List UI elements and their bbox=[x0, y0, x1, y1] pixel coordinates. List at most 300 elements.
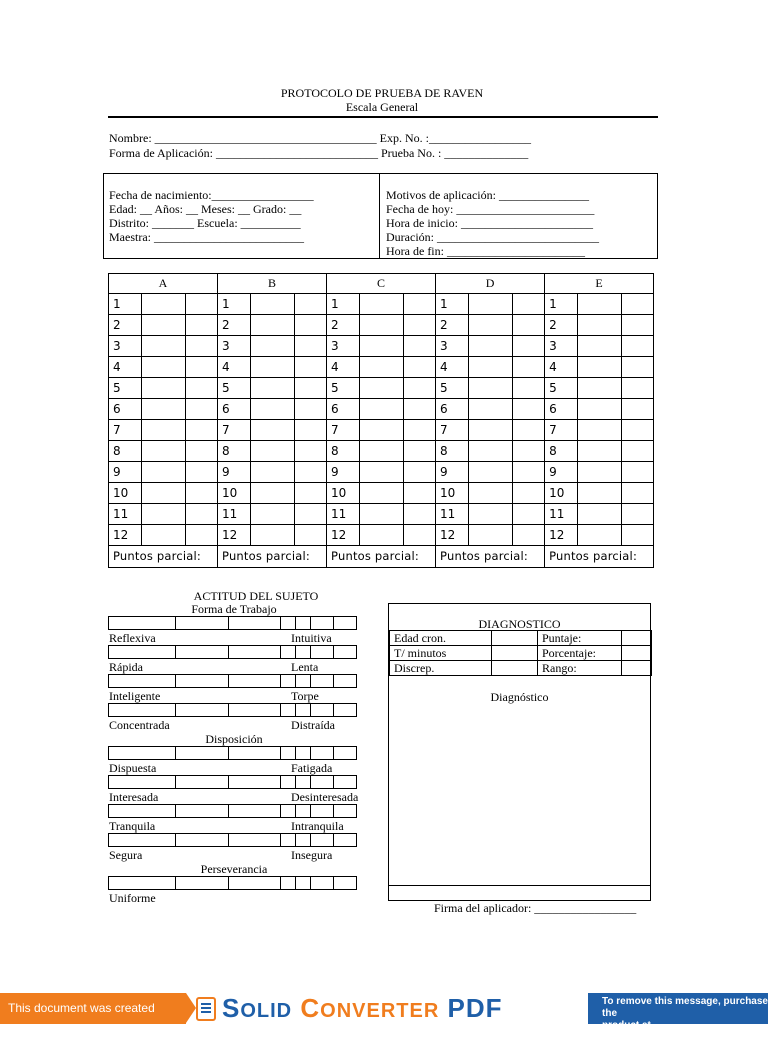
score-cell[interactable] bbox=[404, 378, 436, 399]
rating-cell[interactable] bbox=[295, 804, 311, 818]
answer-cell[interactable] bbox=[251, 378, 295, 399]
rating-cell[interactable] bbox=[228, 833, 281, 847]
score-cell[interactable] bbox=[513, 336, 545, 357]
item-number: 9 bbox=[327, 462, 360, 483]
answer-cell[interactable] bbox=[469, 483, 513, 504]
answer-cell[interactable] bbox=[578, 441, 622, 462]
diagnostic-right-value[interactable] bbox=[622, 661, 652, 676]
score-cell[interactable] bbox=[404, 483, 436, 504]
rating-cell[interactable] bbox=[175, 746, 229, 760]
answer-cell[interactable] bbox=[578, 462, 622, 483]
answer-cell[interactable] bbox=[578, 336, 622, 357]
rating-scale bbox=[108, 703, 360, 717]
item-number: 1 bbox=[218, 294, 251, 315]
score-cell[interactable] bbox=[513, 378, 545, 399]
score-cell[interactable] bbox=[295, 462, 327, 483]
trait-right-label: Fatigada bbox=[291, 761, 333, 775]
teacher-field[interactable]: Maestra: _________________________ bbox=[109, 230, 304, 244]
trait-right-label: Lenta bbox=[291, 660, 319, 674]
series-header: E bbox=[545, 274, 654, 294]
item-number: 8 bbox=[218, 441, 251, 462]
score-cell[interactable] bbox=[622, 357, 654, 378]
answer-cell[interactable] bbox=[251, 462, 295, 483]
answer-cell[interactable] bbox=[469, 441, 513, 462]
score-cell[interactable] bbox=[404, 525, 436, 546]
score-cell[interactable] bbox=[295, 294, 327, 315]
rating-cell[interactable] bbox=[280, 804, 296, 818]
trait-right-label: Intuitiva bbox=[291, 631, 332, 645]
signature-line[interactable]: Firma del aplicador: _________________ bbox=[434, 901, 637, 915]
answer-cell[interactable] bbox=[251, 504, 295, 525]
answer-cell[interactable] bbox=[469, 336, 513, 357]
answer-cell[interactable] bbox=[251, 336, 295, 357]
score-cell[interactable] bbox=[404, 315, 436, 336]
trait-right-label: Distraída bbox=[291, 718, 335, 732]
rating-scale bbox=[108, 616, 360, 630]
series-header: D bbox=[436, 274, 545, 294]
section-heading: Disposición bbox=[205, 732, 263, 746]
trait-right-label: Intranquila bbox=[291, 819, 344, 833]
score-cell[interactable] bbox=[295, 525, 327, 546]
diagnostic-row bbox=[390, 631, 652, 646]
rating-cell[interactable] bbox=[228, 775, 281, 789]
rating-cell[interactable] bbox=[228, 674, 281, 688]
today-date-field[interactable]: Fecha de hoy: _______________________ bbox=[386, 202, 595, 216]
rating-cell[interactable] bbox=[108, 645, 176, 659]
rating-cell[interactable] bbox=[108, 674, 176, 688]
answer-cell[interactable] bbox=[142, 420, 186, 441]
rating-cell[interactable] bbox=[310, 645, 334, 659]
rating-cell[interactable] bbox=[310, 804, 334, 818]
answer-cell[interactable] bbox=[360, 315, 404, 336]
item-number: 11 bbox=[218, 504, 251, 525]
end-time-field[interactable]: Hora de fin: _______________________ bbox=[386, 244, 585, 258]
trait-left-label: Concentrada bbox=[109, 718, 170, 732]
answer-cell[interactable] bbox=[251, 441, 295, 462]
application-line[interactable]: Forma de Aplicación: ___________________________ Prueba No. : ______________ bbox=[109, 146, 529, 160]
score-cell[interactable] bbox=[404, 336, 436, 357]
score-cell[interactable] bbox=[622, 399, 654, 420]
answer-cell[interactable] bbox=[469, 378, 513, 399]
score-cell[interactable] bbox=[622, 462, 654, 483]
rating-cell[interactable] bbox=[108, 616, 176, 630]
trait-right-label: Insegura bbox=[291, 848, 333, 862]
item-number: 7 bbox=[109, 420, 142, 441]
rating-cell[interactable] bbox=[310, 616, 334, 630]
item-number: 11 bbox=[109, 504, 142, 525]
rating-cell[interactable] bbox=[108, 833, 176, 847]
rating-cell[interactable] bbox=[175, 703, 229, 717]
answer-cell[interactable] bbox=[360, 441, 404, 462]
diagnostic-right-value[interactable] bbox=[622, 631, 652, 646]
score-cell[interactable] bbox=[513, 525, 545, 546]
answer-cell[interactable] bbox=[360, 357, 404, 378]
answer-cell[interactable] bbox=[578, 420, 622, 441]
item-number: 3 bbox=[327, 336, 360, 357]
score-cell[interactable] bbox=[622, 441, 654, 462]
rating-scale bbox=[108, 645, 360, 659]
logo-converter: CONVERTER bbox=[300, 993, 440, 1023]
score-cell[interactable] bbox=[622, 483, 654, 504]
series-header: A bbox=[109, 274, 218, 294]
item-number: 4 bbox=[436, 357, 469, 378]
rating-cell[interactable] bbox=[295, 616, 311, 630]
score-cell[interactable] bbox=[622, 315, 654, 336]
converter-logo bbox=[222, 993, 503, 1027]
logo-solid: SOLID bbox=[222, 993, 293, 1023]
rating-cell[interactable] bbox=[228, 876, 281, 890]
grid-row bbox=[109, 294, 654, 315]
score-cell[interactable] bbox=[513, 294, 545, 315]
rating-cell[interactable] bbox=[280, 674, 296, 688]
item-number: 3 bbox=[218, 336, 251, 357]
score-cell[interactable] bbox=[186, 336, 218, 357]
rating-cell[interactable] bbox=[280, 645, 296, 659]
item-number: 8 bbox=[545, 441, 578, 462]
score-cell[interactable] bbox=[513, 483, 545, 504]
item-number: 5 bbox=[327, 378, 360, 399]
score-cell[interactable] bbox=[404, 294, 436, 315]
item-number: 3 bbox=[436, 336, 469, 357]
raven-score-grid bbox=[108, 273, 654, 568]
item-number: 9 bbox=[436, 462, 469, 483]
score-cell[interactable] bbox=[404, 357, 436, 378]
answer-cell[interactable] bbox=[360, 420, 404, 441]
diagnostic-left-value[interactable] bbox=[492, 661, 538, 676]
score-cell[interactable] bbox=[186, 525, 218, 546]
answer-cell[interactable] bbox=[360, 294, 404, 315]
rating-cell[interactable] bbox=[280, 616, 296, 630]
answer-cell[interactable] bbox=[578, 357, 622, 378]
answer-cell[interactable] bbox=[142, 462, 186, 483]
item-number: 6 bbox=[327, 399, 360, 420]
form-title: PROTOCOLO DE PRUEBA DE RAVEN bbox=[280, 86, 484, 100]
answer-cell[interactable] bbox=[578, 378, 622, 399]
item-number: 8 bbox=[109, 441, 142, 462]
rating-cell[interactable] bbox=[333, 645, 357, 659]
score-cell[interactable] bbox=[622, 420, 654, 441]
answer-cell[interactable] bbox=[360, 504, 404, 525]
item-number: 11 bbox=[436, 504, 469, 525]
rating-cell[interactable] bbox=[175, 876, 229, 890]
score-cell[interactable] bbox=[404, 399, 436, 420]
grid-row bbox=[109, 525, 654, 546]
item-number: 1 bbox=[109, 294, 142, 315]
answer-cell[interactable] bbox=[360, 462, 404, 483]
score-cell[interactable] bbox=[513, 504, 545, 525]
item-number: 6 bbox=[436, 399, 469, 420]
rating-cell[interactable] bbox=[295, 746, 311, 760]
answer-cell[interactable] bbox=[142, 336, 186, 357]
rating-cell[interactable] bbox=[295, 775, 311, 789]
banner-right-line2: product at www.SolidDocuments.com bbox=[602, 1020, 730, 1043]
section-heading: Forma de Trabajo bbox=[191, 602, 277, 616]
diagnostic-left-label: Edad cron. bbox=[390, 631, 492, 646]
answer-cell[interactable] bbox=[360, 378, 404, 399]
answer-cell[interactable] bbox=[360, 399, 404, 420]
rating-cell[interactable] bbox=[228, 645, 281, 659]
grid-row bbox=[109, 336, 654, 357]
diagnosis-label: Diagnóstico bbox=[490, 690, 549, 704]
score-cell[interactable] bbox=[404, 504, 436, 525]
rating-cell[interactable] bbox=[108, 804, 176, 818]
item-number: 4 bbox=[327, 357, 360, 378]
rating-cell[interactable] bbox=[310, 775, 334, 789]
rating-cell[interactable] bbox=[310, 876, 334, 890]
rating-cell[interactable] bbox=[295, 703, 311, 717]
rating-cell[interactable] bbox=[310, 746, 334, 760]
score-cell[interactable] bbox=[295, 357, 327, 378]
score-cell[interactable] bbox=[186, 504, 218, 525]
diagnostic-bottom-rule bbox=[388, 885, 651, 886]
answer-cell[interactable] bbox=[142, 378, 186, 399]
item-number: 6 bbox=[545, 399, 578, 420]
item-number: 5 bbox=[436, 378, 469, 399]
trait-left-label: Inteligente bbox=[109, 689, 161, 703]
score-cell[interactable] bbox=[295, 315, 327, 336]
score-cell[interactable] bbox=[295, 441, 327, 462]
partial-score-cell[interactable]: Puntos parcial: bbox=[545, 546, 654, 568]
banner-left-text: This document was created using bbox=[0, 993, 186, 1024]
answer-cell[interactable] bbox=[360, 336, 404, 357]
trait-right-label: Desinteresada bbox=[291, 790, 359, 804]
answer-cell[interactable] bbox=[251, 525, 295, 546]
attitude-title: ACTITUD DEL SUJETO bbox=[193, 589, 319, 603]
answer-cell[interactable] bbox=[142, 441, 186, 462]
rating-cell[interactable] bbox=[175, 775, 229, 789]
diagnostic-left-value[interactable] bbox=[492, 646, 538, 661]
item-number: 9 bbox=[545, 462, 578, 483]
answer-cell[interactable] bbox=[469, 420, 513, 441]
answer-cell[interactable] bbox=[142, 525, 186, 546]
district-field[interactable]: Distrito: _______ Escuela: __________ bbox=[109, 216, 301, 230]
item-number: 7 bbox=[436, 420, 469, 441]
trait-right-label: Torpe bbox=[291, 689, 319, 703]
rating-cell[interactable] bbox=[333, 876, 357, 890]
answer-cell[interactable] bbox=[469, 357, 513, 378]
answer-cell[interactable] bbox=[578, 294, 622, 315]
answer-cell[interactable] bbox=[251, 399, 295, 420]
rating-cell[interactable] bbox=[175, 833, 229, 847]
age-field[interactable]: Edad: __ Años: __ Meses: __ Grado: __ bbox=[109, 202, 302, 216]
duration-field[interactable]: Duración: ___________________________ bbox=[386, 230, 599, 244]
rating-cell[interactable] bbox=[175, 645, 229, 659]
rating-cell[interactable] bbox=[295, 876, 311, 890]
rating-cell[interactable] bbox=[295, 833, 311, 847]
item-number: 11 bbox=[545, 504, 578, 525]
answer-cell[interactable] bbox=[251, 294, 295, 315]
rating-cell[interactable] bbox=[228, 703, 281, 717]
rating-scale bbox=[108, 833, 360, 847]
score-cell[interactable] bbox=[513, 441, 545, 462]
score-cell[interactable] bbox=[622, 504, 654, 525]
rating-cell[interactable] bbox=[310, 833, 334, 847]
reasons-field[interactable]: Motivos de aplicación: _______________ bbox=[386, 188, 589, 202]
score-cell[interactable] bbox=[295, 336, 327, 357]
rating-cell[interactable] bbox=[108, 703, 176, 717]
answer-cell[interactable] bbox=[251, 483, 295, 504]
trait-left-label: Segura bbox=[109, 848, 143, 862]
answer-cell[interactable] bbox=[142, 483, 186, 504]
grid-row bbox=[109, 483, 654, 504]
answer-cell[interactable] bbox=[469, 504, 513, 525]
answer-cell[interactable] bbox=[142, 315, 186, 336]
answer-cell[interactable] bbox=[469, 525, 513, 546]
partial-score-cell[interactable]: Puntos parcial: bbox=[436, 546, 545, 568]
answer-cell[interactable] bbox=[251, 315, 295, 336]
answer-cell[interactable] bbox=[469, 315, 513, 336]
score-cell[interactable] bbox=[404, 462, 436, 483]
score-cell[interactable] bbox=[513, 399, 545, 420]
logo-pdf: PDF bbox=[447, 993, 503, 1023]
diagnostic-right-label: Rango: bbox=[538, 661, 622, 676]
score-cell[interactable] bbox=[513, 357, 545, 378]
answer-cell[interactable] bbox=[469, 294, 513, 315]
header-rule bbox=[108, 116, 658, 118]
score-cell[interactable] bbox=[622, 336, 654, 357]
score-cell[interactable] bbox=[295, 420, 327, 441]
partial-score-cell[interactable]: Puntos parcial: bbox=[327, 546, 436, 568]
score-cell[interactable] bbox=[295, 483, 327, 504]
answer-cell[interactable] bbox=[142, 504, 186, 525]
series-header: B bbox=[218, 274, 327, 294]
grid-row bbox=[109, 504, 654, 525]
rating-cell[interactable] bbox=[228, 616, 281, 630]
answer-cell[interactable] bbox=[142, 357, 186, 378]
item-number: 2 bbox=[327, 315, 360, 336]
rating-cell[interactable] bbox=[280, 746, 296, 760]
section-heading: Perseverancia bbox=[200, 862, 268, 876]
answer-cell[interactable] bbox=[469, 399, 513, 420]
score-cell[interactable] bbox=[186, 294, 218, 315]
item-number: 12 bbox=[218, 525, 251, 546]
score-cell[interactable] bbox=[622, 525, 654, 546]
score-cell[interactable] bbox=[404, 441, 436, 462]
diagnostic-right-value[interactable] bbox=[622, 646, 652, 661]
item-number: 5 bbox=[109, 378, 142, 399]
partial-score-cell[interactable]: Puntos parcial: bbox=[218, 546, 327, 568]
rating-cell[interactable] bbox=[228, 746, 281, 760]
rating-cell[interactable] bbox=[108, 876, 176, 890]
rating-cell[interactable] bbox=[295, 645, 311, 659]
rating-cell[interactable] bbox=[175, 674, 229, 688]
answer-cell[interactable] bbox=[469, 462, 513, 483]
rating-cell[interactable] bbox=[310, 674, 334, 688]
answer-cell[interactable] bbox=[578, 483, 622, 504]
answer-cell[interactable] bbox=[360, 483, 404, 504]
rating-cell[interactable] bbox=[333, 804, 357, 818]
score-cell[interactable] bbox=[513, 420, 545, 441]
grid-row bbox=[109, 399, 654, 420]
score-cell[interactable] bbox=[186, 462, 218, 483]
answer-cell[interactable] bbox=[251, 357, 295, 378]
item-number: 10 bbox=[545, 483, 578, 504]
diagnostic-row bbox=[390, 646, 652, 661]
rating-cell[interactable] bbox=[333, 703, 357, 717]
score-cell[interactable] bbox=[186, 315, 218, 336]
answer-cell[interactable] bbox=[578, 399, 622, 420]
item-number: 3 bbox=[545, 336, 578, 357]
item-number: 4 bbox=[218, 357, 251, 378]
item-number: 7 bbox=[327, 420, 360, 441]
answer-cell[interactable] bbox=[578, 504, 622, 525]
answer-cell[interactable] bbox=[142, 294, 186, 315]
rating-cell[interactable] bbox=[280, 775, 296, 789]
rating-cell[interactable] bbox=[108, 746, 176, 760]
item-number: 2 bbox=[218, 315, 251, 336]
rating-scale bbox=[108, 876, 360, 890]
score-cell[interactable] bbox=[295, 504, 327, 525]
score-cell[interactable] bbox=[186, 399, 218, 420]
rating-cell[interactable] bbox=[280, 876, 296, 890]
document-icon bbox=[196, 997, 216, 1021]
rating-cell[interactable] bbox=[228, 804, 281, 818]
partial-score-cell[interactable]: Puntos parcial: bbox=[109, 546, 218, 568]
item-number: 12 bbox=[436, 525, 469, 546]
rating-cell[interactable] bbox=[333, 775, 357, 789]
item-number: 6 bbox=[109, 399, 142, 420]
score-cell[interactable] bbox=[513, 315, 545, 336]
item-number: 9 bbox=[109, 462, 142, 483]
score-cell[interactable] bbox=[186, 483, 218, 504]
answer-cell[interactable] bbox=[142, 399, 186, 420]
answer-cell[interactable] bbox=[360, 525, 404, 546]
item-number: 7 bbox=[545, 420, 578, 441]
rating-scale bbox=[108, 674, 360, 688]
rating-cell[interactable] bbox=[175, 616, 229, 630]
item-number: 4 bbox=[545, 357, 578, 378]
item-number: 10 bbox=[218, 483, 251, 504]
item-number: 8 bbox=[327, 441, 360, 462]
diagnostic-left-value[interactable] bbox=[492, 631, 538, 646]
rating-cell[interactable] bbox=[280, 833, 296, 847]
score-cell[interactable] bbox=[622, 294, 654, 315]
birth-date-field[interactable]: Fecha de nacimiento:_________________ bbox=[109, 188, 314, 202]
info-divider bbox=[379, 173, 380, 259]
item-number: 9 bbox=[218, 462, 251, 483]
score-cell[interactable] bbox=[186, 420, 218, 441]
rating-cell[interactable] bbox=[333, 833, 357, 847]
name-line[interactable]: Nombre: _____________________________________ Exp. No. :_________________ bbox=[109, 131, 531, 145]
diagnostic-title: DIAGNOSTICO bbox=[478, 617, 561, 631]
rating-cell[interactable] bbox=[333, 616, 357, 630]
rating-cell[interactable] bbox=[295, 674, 311, 688]
start-time-field[interactable]: Hora de inicio: ______________________ bbox=[386, 216, 593, 230]
item-number: 1 bbox=[545, 294, 578, 315]
score-cell[interactable] bbox=[295, 399, 327, 420]
score-cell[interactable] bbox=[186, 357, 218, 378]
score-cell[interactable] bbox=[186, 441, 218, 462]
rating-cell[interactable] bbox=[280, 703, 296, 717]
diagnostic-table bbox=[389, 630, 652, 676]
rating-cell[interactable] bbox=[333, 674, 357, 688]
answer-cell[interactable] bbox=[578, 525, 622, 546]
rating-cell[interactable] bbox=[108, 775, 176, 789]
rating-cell[interactable] bbox=[333, 746, 357, 760]
score-cell[interactable] bbox=[404, 420, 436, 441]
score-cell[interactable] bbox=[186, 378, 218, 399]
score-cell[interactable] bbox=[295, 378, 327, 399]
banner-purchase-link[interactable] bbox=[588, 993, 768, 1043]
answer-cell[interactable] bbox=[578, 315, 622, 336]
info-left bbox=[109, 188, 314, 244]
rating-cell[interactable] bbox=[175, 804, 229, 818]
score-cell[interactable] bbox=[622, 378, 654, 399]
answer-cell[interactable] bbox=[251, 420, 295, 441]
score-cell[interactable] bbox=[513, 462, 545, 483]
rating-scale bbox=[108, 746, 360, 760]
rating-cell[interactable] bbox=[310, 703, 334, 717]
